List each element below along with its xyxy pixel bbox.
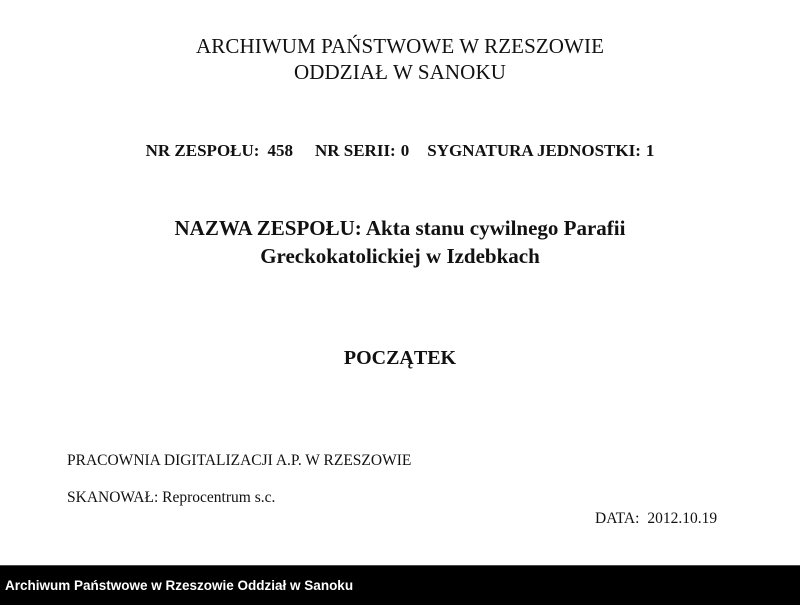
fonds-number-value: 458 (267, 141, 293, 160)
reference-numbers (0, 140, 800, 162)
unit-signature-value: 1 (645, 141, 655, 160)
archive-name: ARCHIWUM PAŃSTWOWE W RZESZOWIE (195, 34, 604, 58)
scan-date-label: DATA: (595, 510, 640, 527)
fonds-title-line-1: NAZWA ZESPOŁU: Akta stanu cywilnego Parafii (174, 216, 626, 240)
start-marker: POCZĄTEK (343, 347, 457, 369)
footer-archive-name: Archiwum Państwowe w Rzeszowie Oddział w Sanoku (5, 578, 354, 593)
series-number-label: NR SERII: (314, 141, 396, 160)
footer-bar (0, 565, 800, 605)
fonds-title-line-2: Greckokatolickiej w Izdebkach (260, 244, 540, 268)
fonds-title (0, 214, 800, 270)
archive-branch: ODDZIAŁ W SANOKU (294, 60, 506, 84)
scan-date-value: 2012.10.19 (647, 510, 718, 527)
scanned-by: SKANOWAŁ: Reprocentrum s.c. (67, 489, 276, 506)
series-number-value: 0 (400, 141, 410, 160)
fonds-number-label: NR ZESPOŁU: (145, 141, 260, 160)
digitization-lab: PRACOWNIA DIGITALIZACJI A.P. W RZESZOWIE (67, 452, 412, 469)
scan-date (595, 509, 717, 529)
unit-signature-label: SYGNATURA JEDNOSTKI: (427, 141, 641, 160)
archive-header (0, 33, 800, 85)
